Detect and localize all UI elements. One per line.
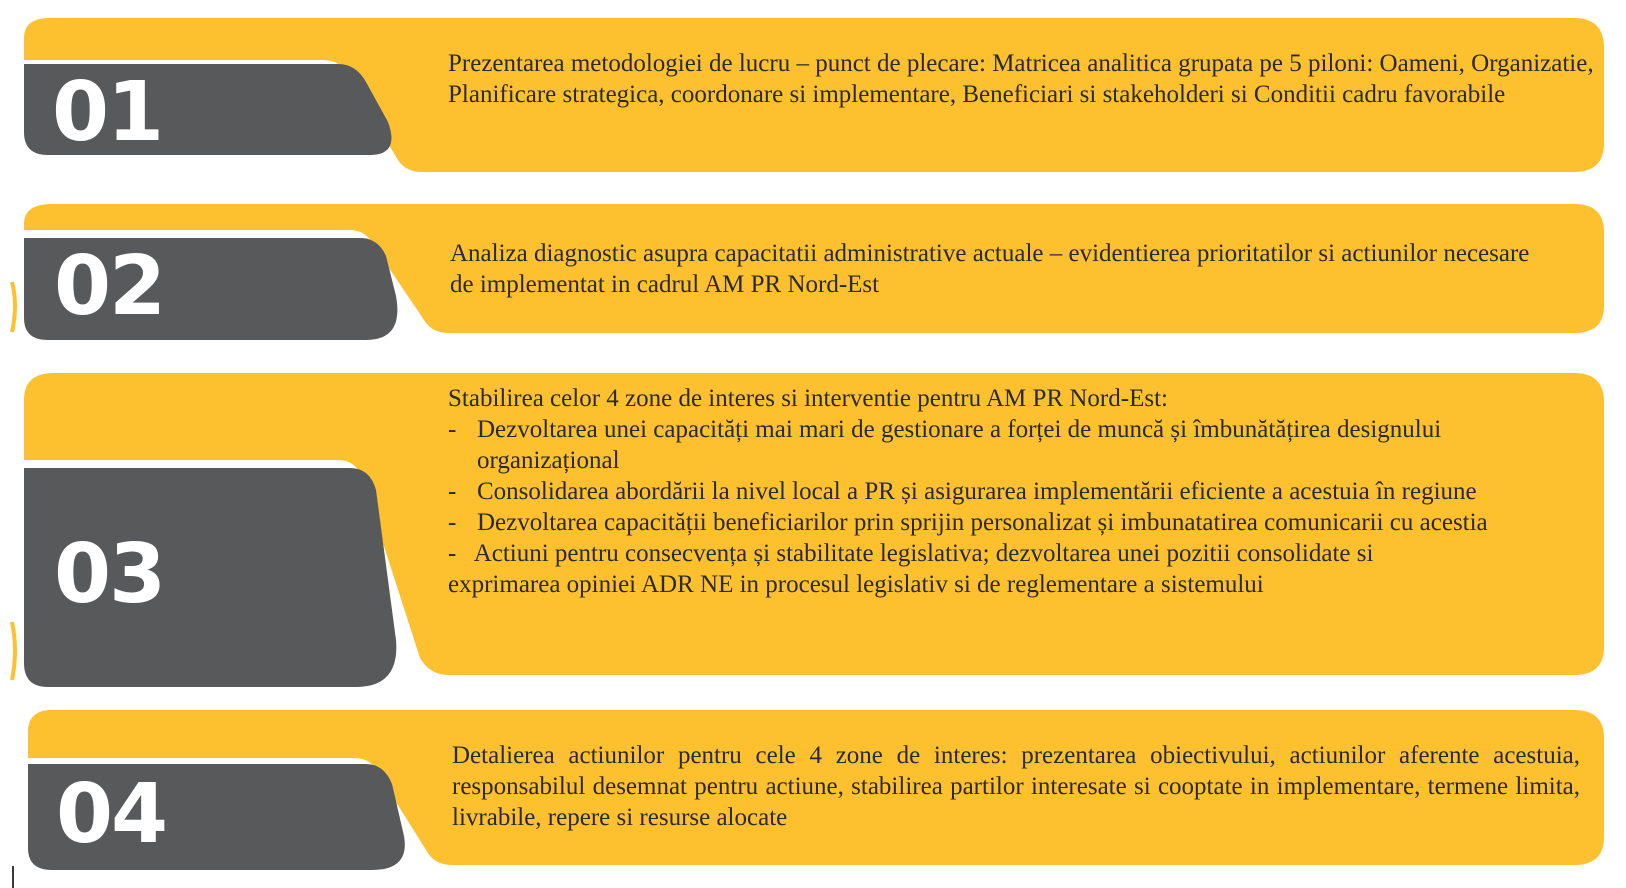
step-3-bullet-2: - Consolidarea abordării la nivel local a PR și asigurarea implementării eficiente a acestuia în regiune: [448, 476, 1588, 507]
edge-decoration: [0, 0, 40, 888]
step-1-description: Prezentarea metodologiei de lucru – punct de plecare: Matricea analitica grupata pe 5 piloni: Oameni, Organizatie, Planificare strategica, coordonare si implementare, Beneficiari si stakeholderi si Conditii cadru favorabile: [448, 50, 1594, 108]
step-3-last-bullet-lead: - Actiuni pentru consecvența și stabilitate legislativa; dezvoltarea unei pozitii consolidate si: [448, 540, 1374, 567]
step-1-number: 01: [52, 65, 163, 160]
step-2-description: Analiza diagnostic asupra capacitatii administrative actuale – evidentierea prioritatilor si actiunilor necesare de implementat in cadrul AM PR Nord-Est: [450, 240, 1530, 298]
step-3-intro: Stabilirea celor 4 zone de interes si interventie pentru AM PR Nord-Est:: [448, 385, 1168, 412]
step-3-text: [448, 383, 1588, 600]
step-2-text: [450, 238, 1550, 300]
step-4-number: 04: [56, 767, 167, 862]
step-3-list: [448, 414, 1588, 538]
step-3-bullet-3: - Dezvoltarea capacității beneficiarilor prin sprijin personalizat și imbunatatirea comunicarii cu acestia: [448, 507, 1588, 538]
edge-mark: [12, 866, 14, 888]
step-4-text: [452, 740, 1580, 833]
step-4-description: Detalierea actiunilor pentru cele 4 zone de interes: prezentarea obiectivului, actiunilor aferente acestuia, responsabilul desemnat pentru actiune, stabilirea partilor interesate si cooptate in implementare, termene limita, livrabile, repere si resurse alocate: [452, 742, 1580, 831]
step-3-number: 03: [54, 527, 165, 622]
step-3-bullet-1: - Dezvoltarea unei capacități mai mari de gestionare a forței de muncă și îmbunătățirea designului organizațional: [448, 414, 1588, 476]
step-1-text: [448, 48, 1598, 110]
step-2-number: 02: [54, 239, 165, 334]
step-3-last-bullet-rest: exprimarea opiniei ADR NE in procesul legislativ si de reglementare a sistemului: [448, 571, 1264, 598]
